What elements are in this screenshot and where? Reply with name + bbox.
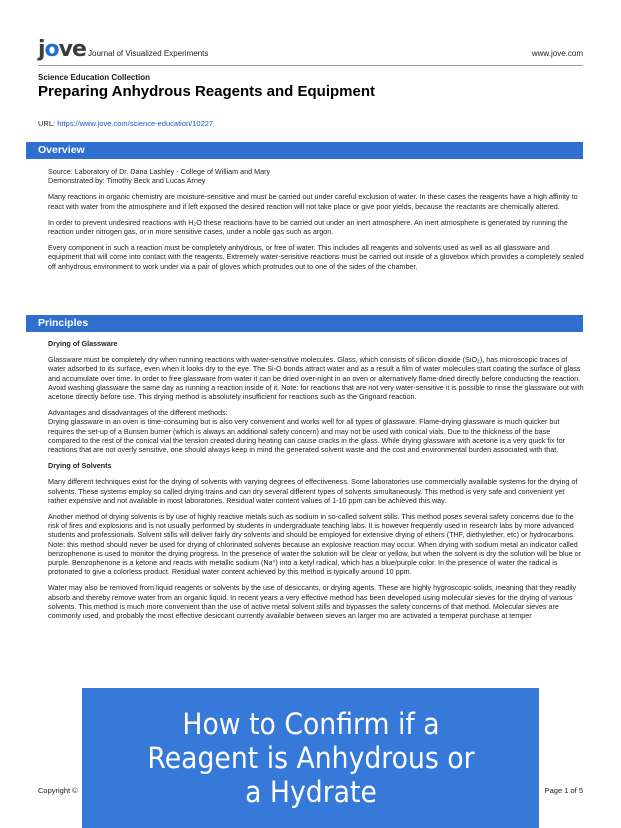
article-link[interactable]: https://www.jove.com/science-education/10227 (57, 119, 214, 128)
page-number: Page 1 of 5 (544, 786, 583, 795)
jove-logo[interactable]: jove (38, 37, 86, 62)
principles-section (48, 339, 584, 627)
overview-section (48, 167, 584, 278)
overview-paragraph-3: Every component in such a reaction must be completely anhydrous, or free of water. This includes all reagents and solvents used as well as all glassware and equipment that will come into contact with the reagents. Extremely water-sensitive reactions must be carried out inside of a glovebox which provides a completely sealed off anhydrous environment to work under via a pair of gloves which protrudes out to one of the sides of the chamber. (48, 243, 584, 271)
overview-paragraph-1: Many reactions in organic chemistry are moisture-sensitive and must be carried out under careful exclusion of water. In these cases the reagents have a high affinity to react with water from the atmosphere and if left exposed the desired reaction will not take place or give poor yields, because the reactants are chemically altered. (48, 192, 578, 211)
principles-heading: Principles (26, 315, 583, 332)
page-title: Preparing Anhydrous Reagents and Equipment (38, 83, 375, 100)
copyright-text: Copyright © (38, 786, 78, 795)
url-label: URL: (38, 119, 56, 128)
principles-paragraph-4: Another method of drying solvents is by use of highly reactive metals such as sodium in so-called solvent stills. This method poses several safety concerns due to the risk of fires and explosions and is not usually performed by students in undergraduate teaching labs. It is however frequently used in research labs by more advanced students and professionals. Solvent stills will deliver fairly dry solvents and should be employed for extensive drying of ethers (THF, diethylether, etc) or hydrocarbons. Note: this method should never be used for drying of chlorinated solvents because an explosive reaction may occur. When drying with sodium metal an indicator called benzophenone is used to monitor the drying progress. In the presence of water the solution will be clear or yellow, but when the solvent is dry the solution will be blue or purple. Benzophenone is a ketone and reacts with metallic sodium (Na⁰) into a ketyl radical, which has a blue/purple color. In the presence of water the radical is protonated to give a colorless product. Residual water content achieved by this method is typically around 10 ppm. (48, 512, 581, 577)
page-header (38, 38, 583, 64)
demonstrated-line: Demonstrated by: Timothy Beck and Lucas Arney (48, 176, 206, 186)
principles-paragraph-3: Many different techniques exist for the drying of solvents with varying degrees of effectiveness. Some laboratories use commercially available systems for the drying of solvents. These systems employ so called drying trains and can dry several different types of solvents simultaneously. This method is very safe and convenient yet rather expensive and not available in most laboratories. Residual water content values of 1-10 ppm can be achieved this way. (48, 477, 578, 505)
title-overlay-banner (82, 688, 539, 828)
overlay-title: How to Confirm if a Reagent is Anhydrous or a Hydrate (146, 707, 475, 809)
journal-name: Journal of Visualized Experiments (88, 49, 209, 58)
site-url[interactable]: www.jove.com (531, 49, 583, 58)
collection-label: Science Education Collection (38, 73, 151, 82)
principles-paragraph-1: Glassware must be completely dry when running reactions with water-sensitive molecules. Glass, which consists of silicon dioxide (SiO₂), has microscopic traces of water adsorbed to its surface, even when it looks dry to the eye. The Si-O bonds attract water and as a result a film of water molecules start coating the surface of glass and accumulate over time. In order to free glassware from water it can be dried over-night in an oven or alternatively flame-dried directly before conducting the reaction. Avoid washing glassware the same day as running a reaction inside of it. Note: for reactions that are not very water-sensitive it is possible to rinse the glassware out with acetone directly before use. This drying method is absolutely insufficient for reactions such as the Grignard reaction. (48, 355, 584, 402)
subheading-solvents: Drying of Solvents (48, 461, 112, 471)
url-line (38, 119, 213, 128)
principles-paragraph-5: Water may also be removed from liquid reagents or solvents by the use of desiccants, or drying agents. These are highly hygroscopic solids, meaning that they readily absorb and thereby remove water from an organic liquid. In recent years a very effective method has been developed using molecular sieves for the drying of various solvents. This method is much more convenient than the use of active metal solvent stills and bypasses the safety concerns of that method. Molecular sieves are commonly used, and probably the most effective desiccant currently available between sieves an larger mo are activated a temperat purchase at temper (48, 583, 577, 621)
source-line: Source: Laboratory of Dr. Dana Lashley - College of William and Mary (48, 167, 271, 176)
principles-paragraph-2: Advantages and disadvantages of the different methods: Drying glassware in an oven is time-consuming but is also very convenient and works well for all types of glassware. Flame-drying glassware is much quicker but requires the set-up of a Bunsen burner (which is always an additional safety concern) and may not be used with conical vials. Due to the thickness of the base compared to the rest of the conical vial the tension created during heating can cause cracks in the glass. While drying glassware with acetone is a very quick fix for reactions that are not overly sensitive, one should always keep in mind the generated solvent waste and the cost and environmental burden associated with that. (48, 408, 565, 455)
header-divider (38, 65, 583, 66)
overview-paragraph-2: In order to prevent undesired reactions with H₂O these reactions have to be carried out under an inert atmosphere. An inert atmosphere is generated by running the reaction under nitrogen gas, or in more sensitive cases, under a noble gas such as argon. (48, 217, 568, 237)
subheading-glassware: Drying of Glassware (48, 339, 118, 348)
overview-heading: Overview (26, 142, 583, 159)
